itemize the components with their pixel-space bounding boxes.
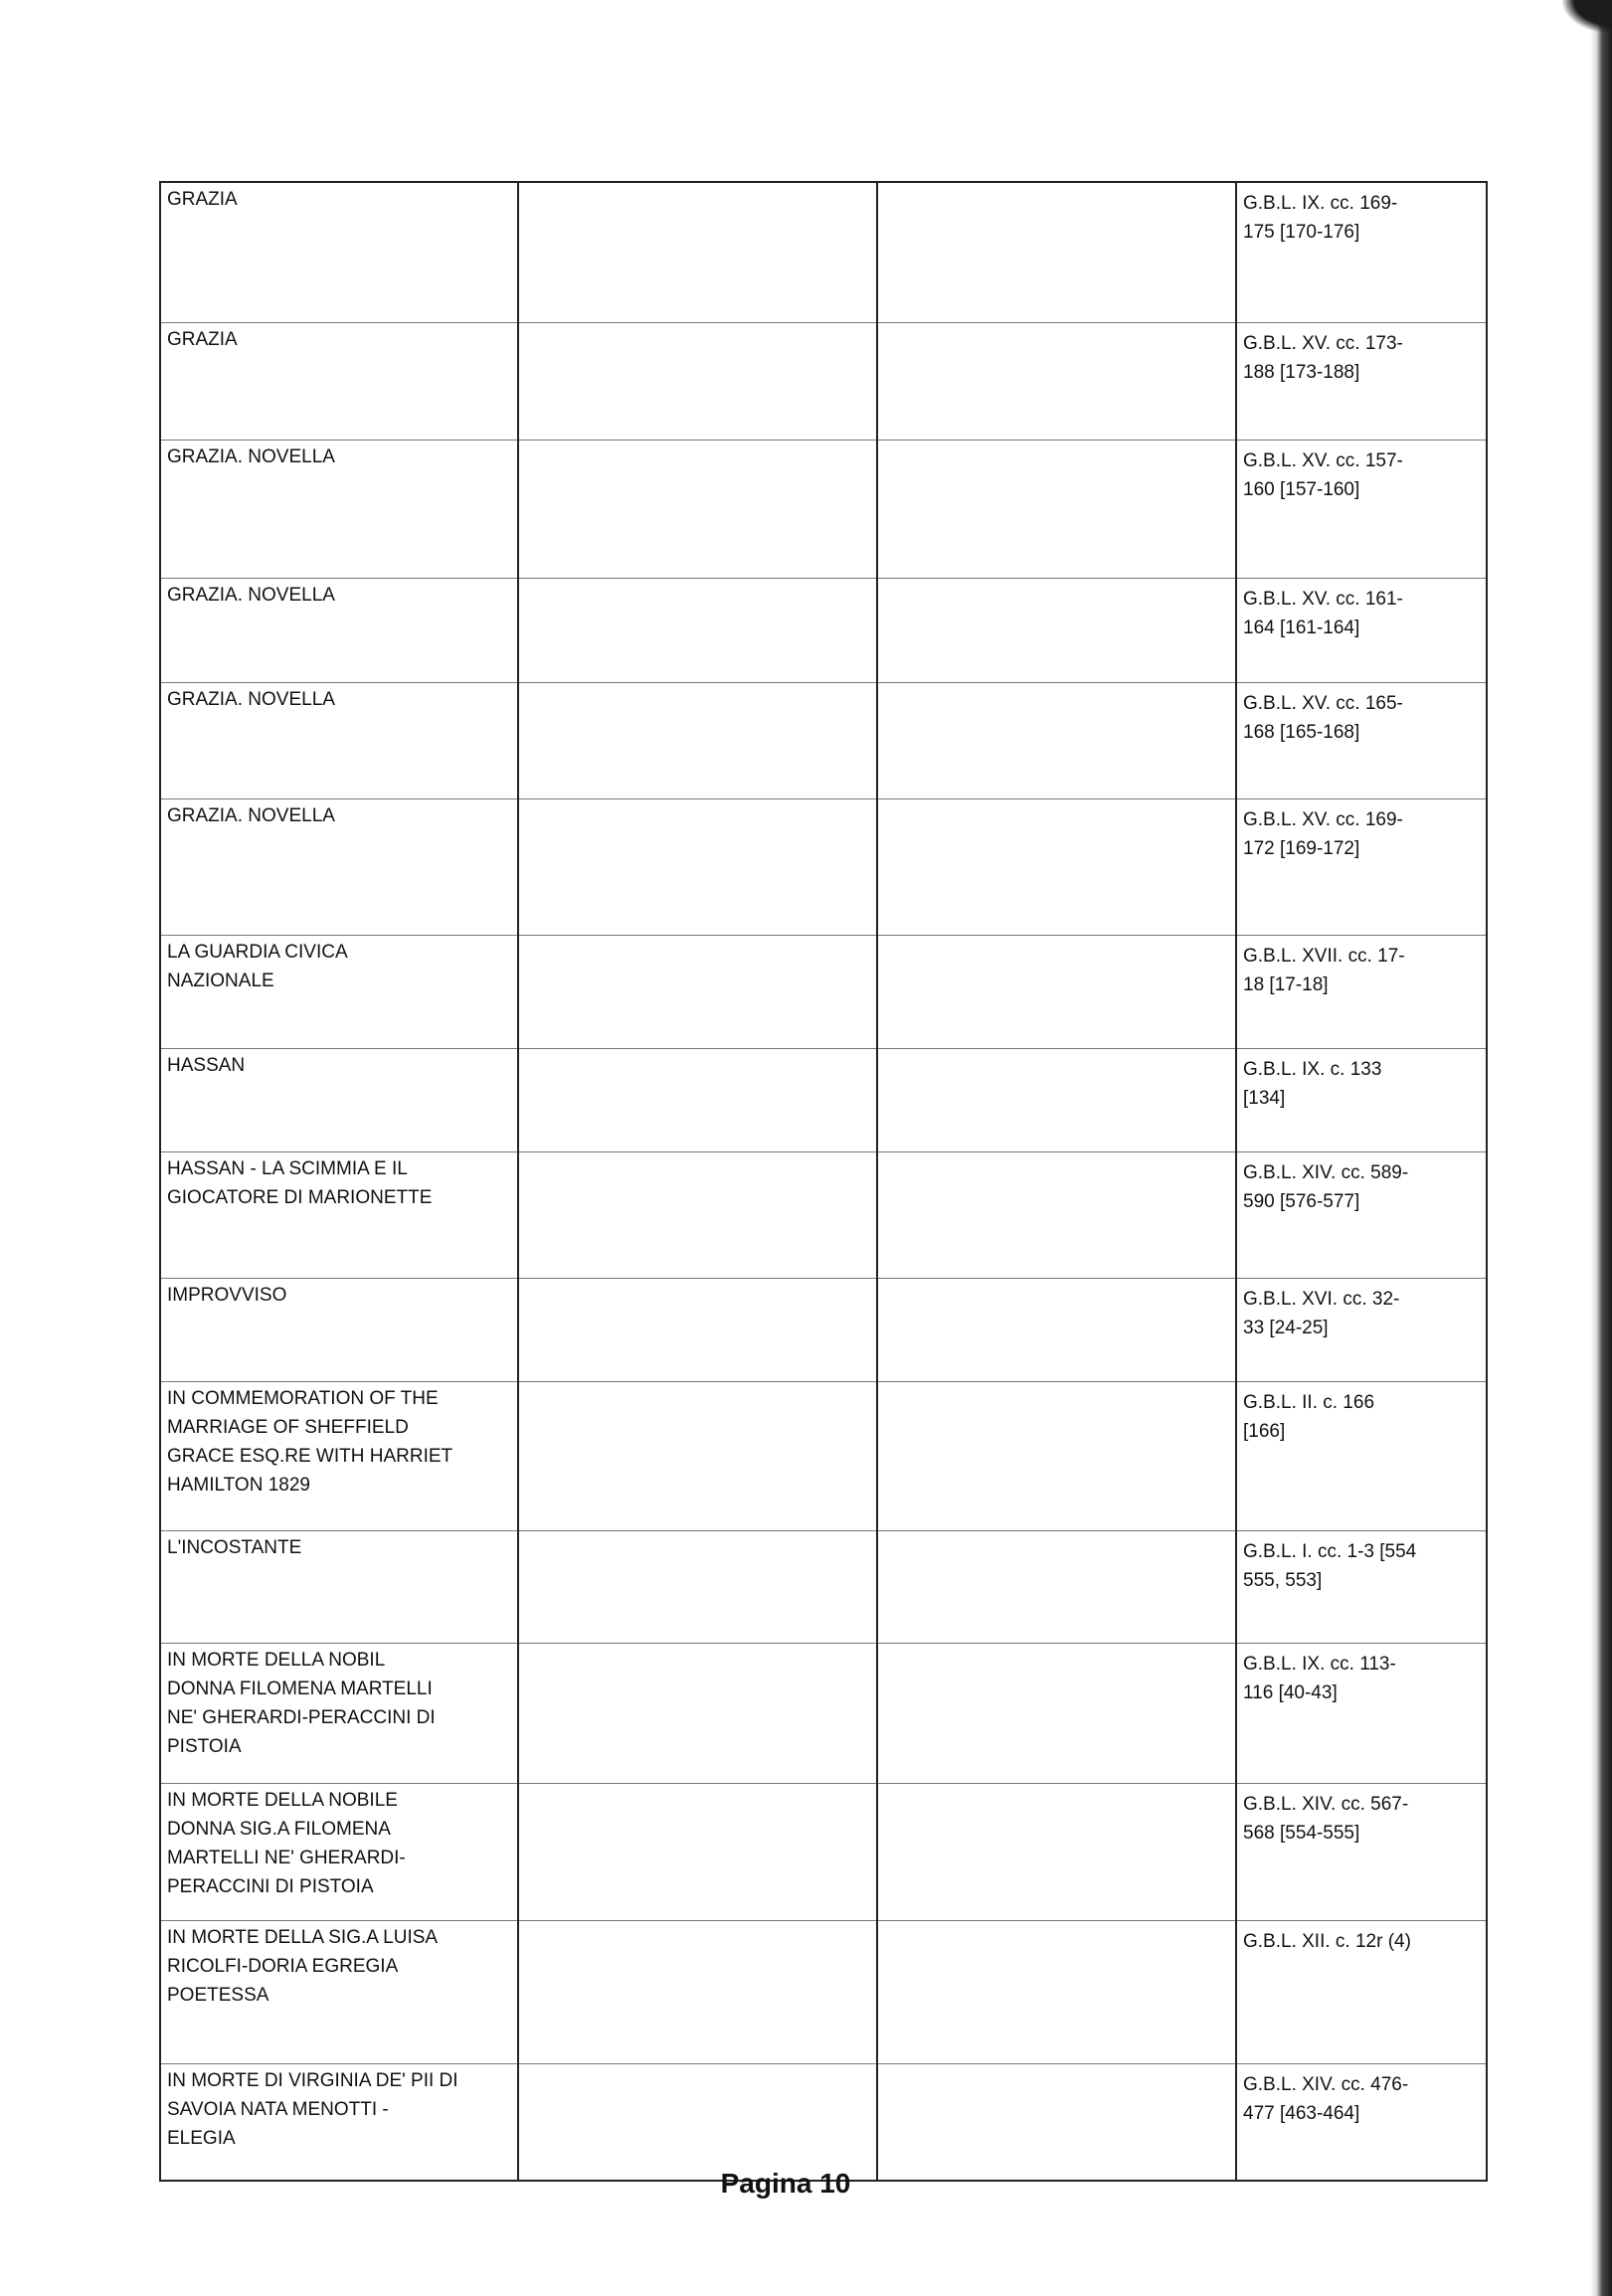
- title-text: L'INCOSTANTE: [167, 1536, 302, 1558]
- reference-cell: [1236, 1381, 1487, 1530]
- empty-cell: [518, 935, 877, 1048]
- table-row: [160, 2063, 1487, 2181]
- reference-cell: [1236, 1151, 1487, 1278]
- title-text: GRAZIA. NOVELLA: [167, 804, 335, 826]
- table-row: [160, 1048, 1487, 1151]
- title-text: IN COMMEMORATION OF THE MARRIAGE OF SHEFFIELD GRACE ESQ.RE WITH HARRIET HAMILTON 1829: [167, 1387, 453, 1496]
- empty-cell: [518, 2063, 877, 2181]
- title-text: LA GUARDIA CIVICA NAZIONALE: [167, 941, 348, 991]
- reference-cell: [1236, 322, 1487, 440]
- table-row: [160, 682, 1487, 798]
- title-cell: [160, 1783, 518, 1920]
- reference-text: G.B.L. IX. c. 133 [134]: [1243, 1058, 1382, 1109]
- empty-cell: [518, 1048, 877, 1151]
- empty-cell: [518, 322, 877, 440]
- reference-cell: [1236, 1643, 1487, 1783]
- table-row: [160, 578, 1487, 682]
- title-cell: [160, 935, 518, 1048]
- title-text: GRAZIA. NOVELLA: [167, 688, 335, 710]
- reference-text: G.B.L. XV. cc. 161- 164 [161-164]: [1243, 588, 1403, 638]
- title-cell: [160, 578, 518, 682]
- title-cell: [160, 1151, 518, 1278]
- empty-cell: [518, 440, 877, 578]
- title-text: IN MORTE DELLA SIG.A LUISA RICOLFI-DORIA EGREGIA POETESSA: [167, 1926, 439, 2006]
- reference-cell: [1236, 1278, 1487, 1381]
- page-number: Pagina 10: [720, 2168, 851, 2199]
- title-cell: [160, 1278, 518, 1381]
- reference-text: G.B.L. XIV. cc. 476- 477 [463-464]: [1243, 2073, 1409, 2124]
- empty-cell: [877, 1381, 1236, 1530]
- table-row: [160, 798, 1487, 935]
- reference-cell: [1236, 798, 1487, 935]
- empty-cell: [518, 1920, 877, 2063]
- title-text: HASSAN: [167, 1054, 246, 1076]
- reference-cell: [1236, 1783, 1487, 1920]
- scanned-page-corner: [1552, 0, 1612, 40]
- empty-cell: [877, 1151, 1236, 1278]
- reference-text: G.B.L. XII. c. 12r (4): [1243, 1930, 1411, 1952]
- empty-cell: [518, 798, 877, 935]
- empty-cell: [877, 1920, 1236, 2063]
- scanned-page-edge: [1590, 0, 1612, 2296]
- title-cell: [160, 1381, 518, 1530]
- table-row: [160, 1643, 1487, 1783]
- reference-cell: [1236, 1048, 1487, 1151]
- title-cell: [160, 2063, 518, 2181]
- empty-cell: [518, 1381, 877, 1530]
- empty-cell: [877, 578, 1236, 682]
- empty-cell: [518, 682, 877, 798]
- reference-text: G.B.L. XVI. cc. 32- 33 [24-25]: [1243, 1288, 1400, 1338]
- empty-cell: [877, 440, 1236, 578]
- reference-cell: [1236, 1920, 1487, 2063]
- table-row: [160, 1783, 1487, 1920]
- title-cell: [160, 1048, 518, 1151]
- title-text: GRAZIA. NOVELLA: [167, 445, 335, 467]
- reference-text: G.B.L. I. cc. 1-3 [554 555, 553]: [1243, 1540, 1417, 1591]
- empty-cell: [877, 798, 1236, 935]
- reference-cell: [1236, 2063, 1487, 2181]
- catalog-table: [159, 181, 1488, 2182]
- title-cell: [160, 1920, 518, 2063]
- reference-cell: [1236, 1530, 1487, 1643]
- title-text: IMPROVVISO: [167, 1284, 287, 1306]
- reference-text: G.B.L. XIV. cc. 567- 568 [554-555]: [1243, 1793, 1409, 1844]
- empty-cell: [518, 1151, 877, 1278]
- reference-cell: [1236, 578, 1487, 682]
- title-cell: [160, 182, 518, 322]
- empty-cell: [877, 182, 1236, 322]
- table-row: [160, 935, 1487, 1048]
- table-row: [160, 182, 1487, 322]
- title-cell: [160, 1530, 518, 1643]
- title-text: IN MORTE DI VIRGINIA DE' PII DI SAVOIA NATA MENOTTI - ELEGIA: [167, 2069, 458, 2149]
- empty-cell: [518, 1530, 877, 1643]
- reference-cell: [1236, 440, 1487, 578]
- title-cell: [160, 798, 518, 935]
- table-row: [160, 322, 1487, 440]
- reference-text: G.B.L. IX. cc. 113- 116 [40-43]: [1243, 1653, 1396, 1703]
- empty-cell: [518, 1783, 877, 1920]
- title-cell: [160, 440, 518, 578]
- table-row: [160, 1530, 1487, 1643]
- reference-text: G.B.L. IX. cc. 169- 175 [170-176]: [1243, 193, 1398, 243]
- empty-cell: [877, 1783, 1236, 1920]
- table-row: [160, 440, 1487, 578]
- title-text: IN MORTE DELLA NOBIL DONNA FILOMENA MARTELLI NE' GHERARDI-PERACCINI DI PISTOIA: [167, 1649, 436, 1757]
- reference-text: G.B.L. XIV. cc. 589- 590 [576-577]: [1243, 1161, 1409, 1212]
- reference-cell: [1236, 935, 1487, 1048]
- reference-text: G.B.L. XV. cc. 169- 172 [169-172]: [1243, 808, 1403, 859]
- title-cell: [160, 1643, 518, 1783]
- title-cell: [160, 322, 518, 440]
- title-text: GRAZIA. NOVELLA: [167, 584, 335, 606]
- empty-cell: [877, 2063, 1236, 2181]
- empty-cell: [877, 935, 1236, 1048]
- empty-cell: [518, 578, 877, 682]
- reference-text: G.B.L. XV. cc. 165- 168 [165-168]: [1243, 692, 1403, 743]
- title-text: GRAZIA: [167, 189, 238, 210]
- reference-text: G.B.L. II. c. 166 [166]: [1243, 1391, 1375, 1442]
- reference-text: G.B.L. XVII. cc. 17- 18 [17-18]: [1243, 945, 1405, 995]
- title-text: GRAZIA: [167, 328, 238, 350]
- empty-cell: [518, 182, 877, 322]
- empty-cell: [877, 1530, 1236, 1643]
- reference-cell: [1236, 682, 1487, 798]
- title-cell: [160, 682, 518, 798]
- reference-cell: [1236, 182, 1487, 322]
- empty-cell: [877, 682, 1236, 798]
- table-row: [160, 1381, 1487, 1530]
- empty-cell: [877, 1278, 1236, 1381]
- title-text: HASSAN - LA SCIMMIA E IL GIOCATORE DI MARIONETTE: [167, 1157, 433, 1208]
- empty-cell: [877, 1643, 1236, 1783]
- catalog-table-body: [160, 182, 1487, 2181]
- table-row: [160, 1920, 1487, 2063]
- table-row: [160, 1151, 1487, 1278]
- table-row: [160, 1278, 1487, 1381]
- reference-text: G.B.L. XV. cc. 157- 160 [157-160]: [1243, 449, 1403, 500]
- empty-cell: [877, 322, 1236, 440]
- empty-cell: [518, 1643, 877, 1783]
- title-text: IN MORTE DELLA NOBILE DONNA SIG.A FILOMENA MARTELLI NE' GHERARDI- PERACCINI DI PISTOIA: [167, 1789, 406, 1897]
- reference-text: G.B.L. XV. cc. 173- 188 [173-188]: [1243, 332, 1403, 383]
- empty-cell: [518, 1278, 877, 1381]
- empty-cell: [877, 1048, 1236, 1151]
